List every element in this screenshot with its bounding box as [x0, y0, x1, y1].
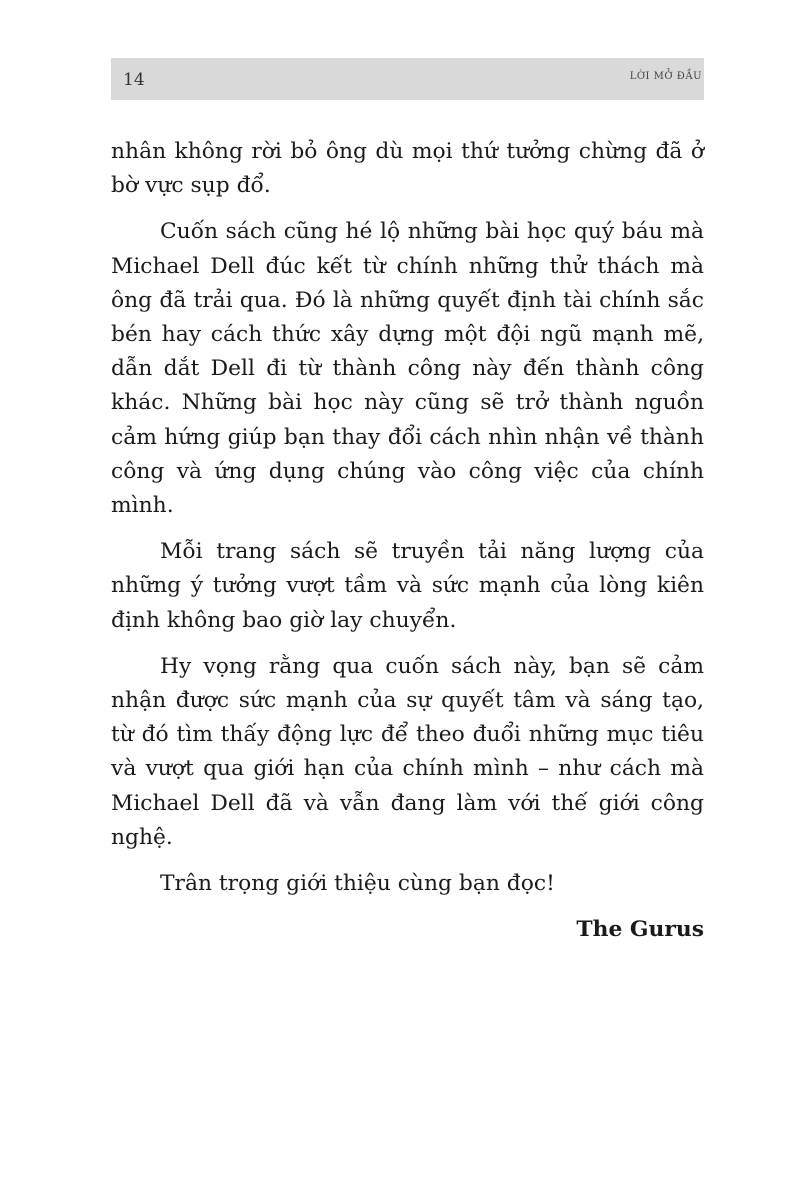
running-header: [111, 58, 704, 100]
paragraph: Cuốn sách cũng hé lộ những bài học quý báu mà Michael Dell đúc kết từ chính những thử thách mà ông đã trải qua. Đó là những quyết định tài chính sắc bén hay cách thức xây dựng một đội ngũ mạnh mẽ, dẫn dắt Dell đi từ thành công này đến thành công khác. Những bài học này cũng sẽ trở thành nguồn cảm hứng giúp bạn thay đổi cách nhìn nhận về thành công và ứng dụng chúng vào công việc của chính mình.: [111, 219, 704, 519]
paragraph-continuation: nhân không rời bỏ ông dù mọi thứ tưởng chừng đã ở bờ vực sụp đổ.: [111, 139, 704, 199]
signature: The Gurus: [576, 917, 704, 943]
chapter-title: LỜI MỞ ĐẦU: [629, 71, 702, 82]
paragraph-closing: Trân trọng giới thiệu cùng bạn đọc!: [160, 871, 555, 897]
paragraph: Mỗi trang sách sẽ truyền tải năng lượng của những ý tưởng vượt tầm và sức mạnh của lòng kiên định không bao giờ lay chuyển.: [111, 539, 704, 633]
paragraph: Hy vọng rằng qua cuốn sách này, bạn sẽ cảm nhận được sức mạnh của sự quyết tâm và sáng tạo, từ đó tìm thấy động lực để theo đuổi những mục tiêu và vượt qua giới hạn của chính mình – như cách mà Michael Dell đã và vẫn đang làm với thế giới công nghệ.: [111, 653, 704, 850]
body-text: [111, 135, 704, 959]
page-number: 14: [123, 70, 145, 90]
